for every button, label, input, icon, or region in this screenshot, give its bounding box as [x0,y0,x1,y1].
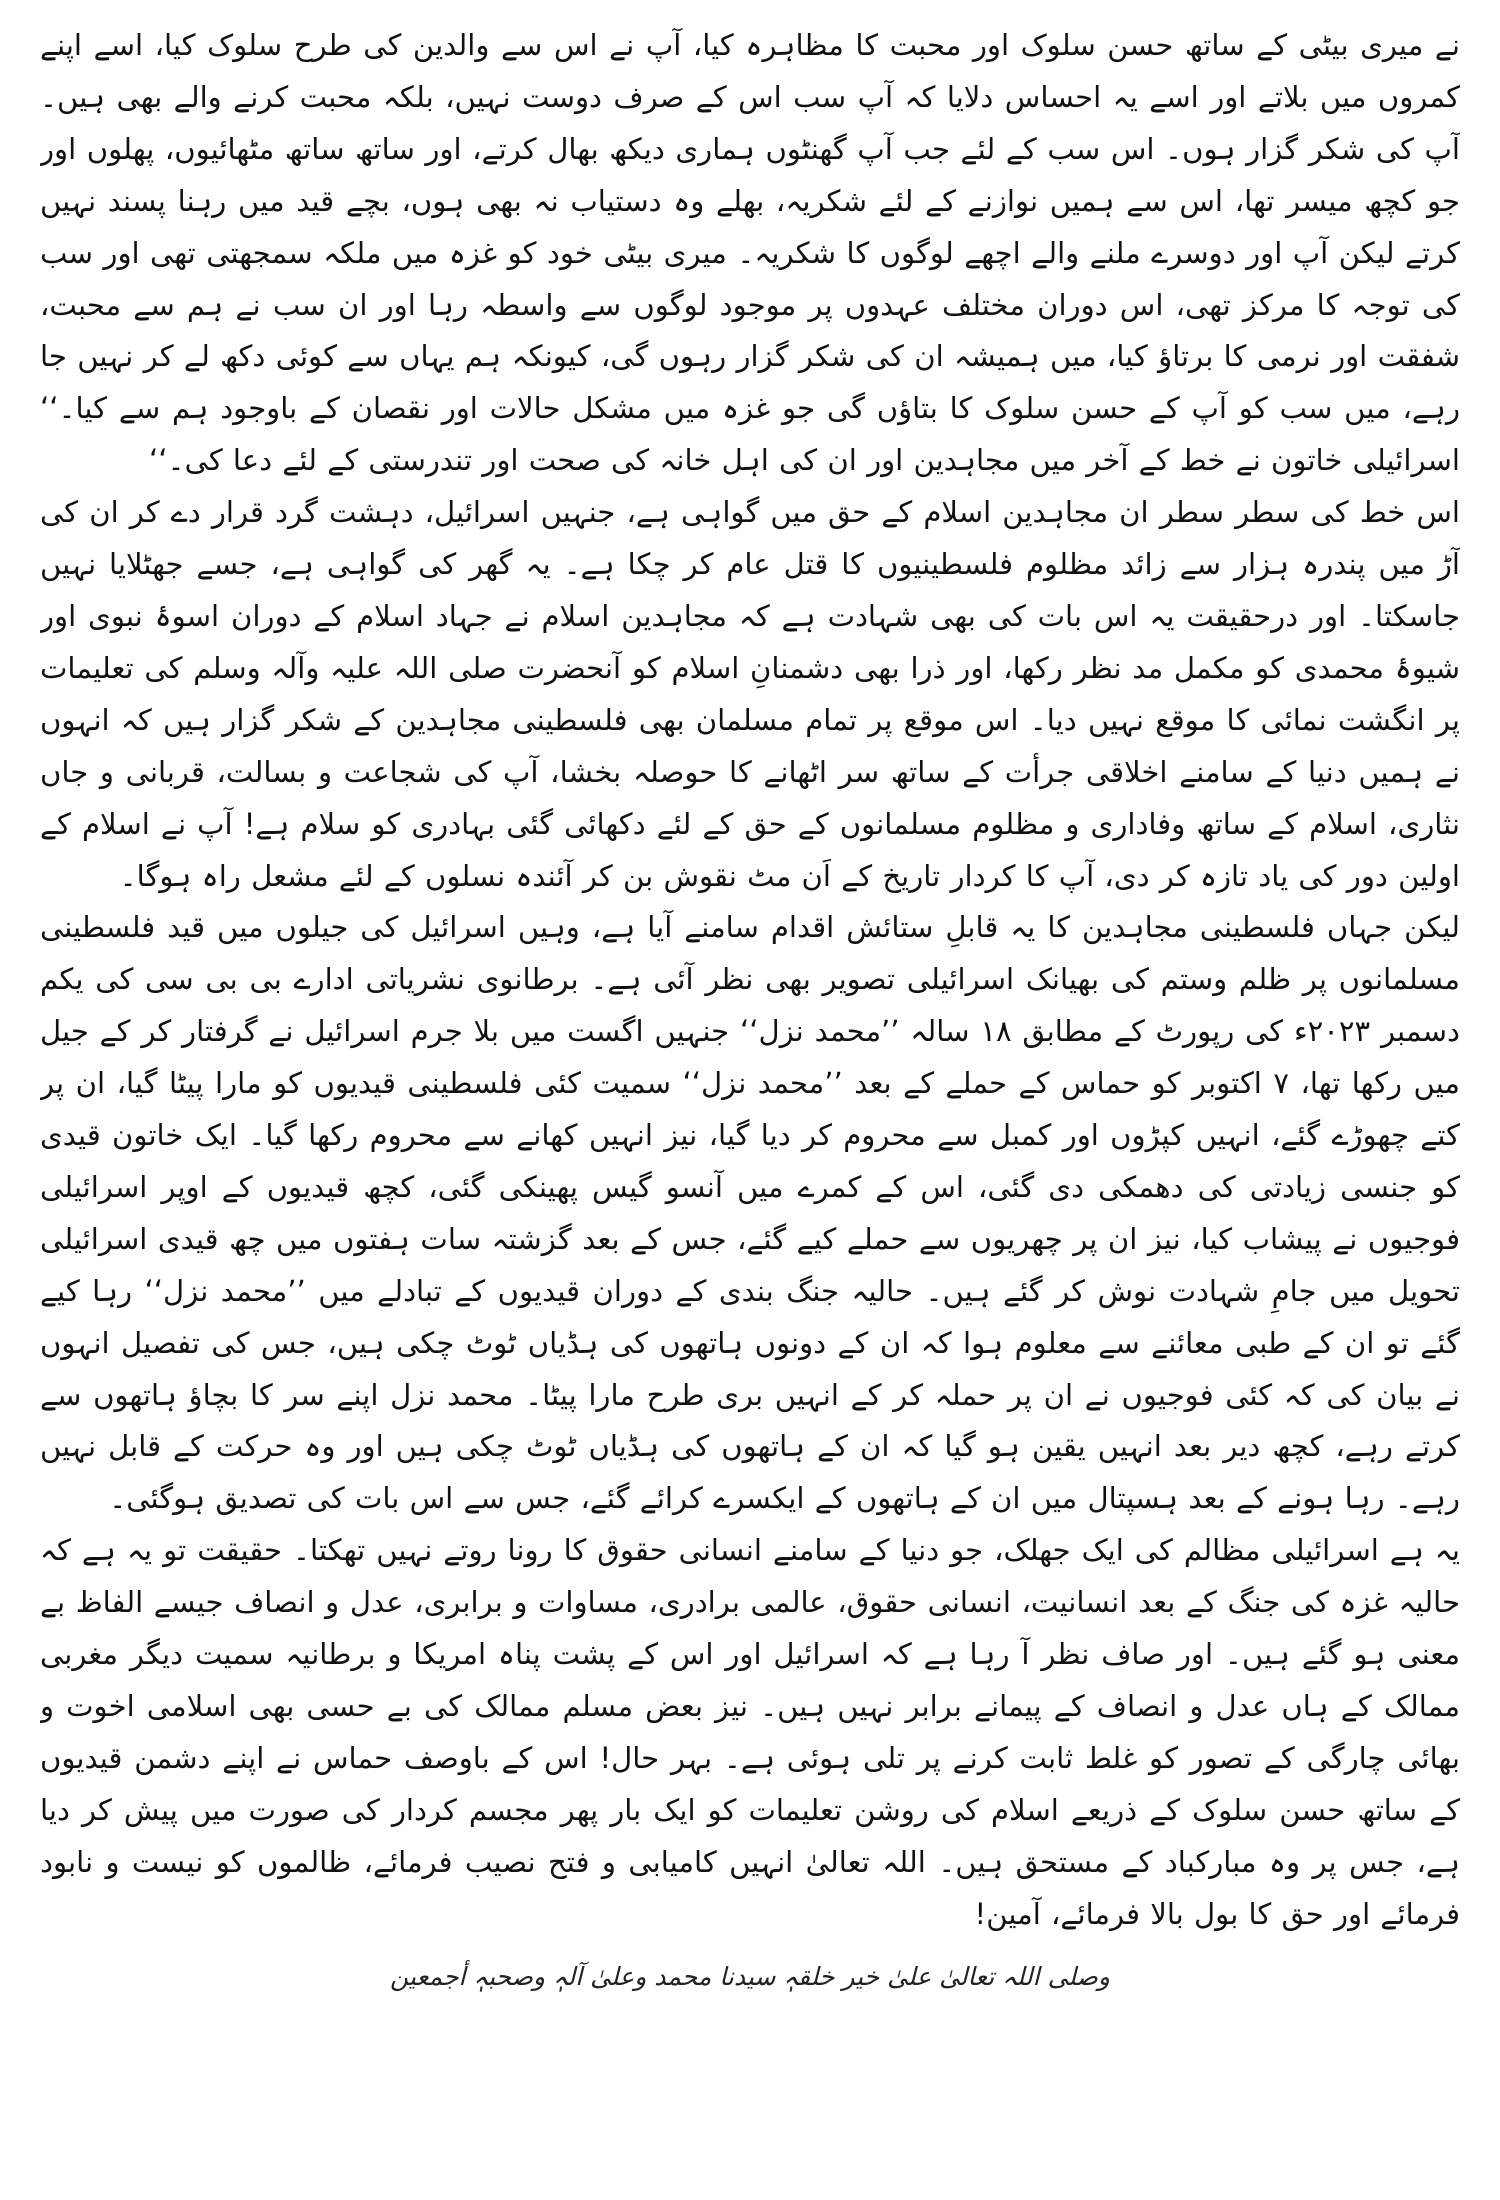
paragraph-letter-conclusion: نے میری بیٹی کے ساتھ حسن سلوک اور محبت کا مظاہرہ کیا، آپ نے اس سے والدین کی طرح سلوک کیا، اسے اپنے کمروں میں بلاتے اور اسے یہ احساس دلایا کہ آپ سب اس کے صرف دوست نہیں، بلکہ محبت کرنے والے بھی ہیں۔ آپ کی شکر گزار ہوں۔ اس سب کے لئے جب آپ گھنٹوں ہماری دیکھ بھال کرتے، اور ساتھ ساتھ مٹھائیوں، پھلوں اور جو کچھ میسر تھا، اس سے ہمیں نوازنے کے لئے شکریہ، بھلے وہ دستیاب نہ بھی ہوں، بچے قید میں رہنا پسند نہیں کرتے لیکن آپ اور دوسرے ملنے والے اچھے لوگوں کا شکریہ۔ میری بیٹی خود کو غزہ میں ملکہ سمجھتی تھی اور سب کی توجہ کا مرکز تھی، اس دوران مختلف عہدوں پر موجود لوگوں سے واسطہ رہا اور ان سب نے ہم سے محبت، شفقت اور نرمی کا برتاؤ کیا، میں ہمیشہ ان کی شکر گزار رہوں گی، کیونکہ ہم یہاں سے کوئی دکھ لے کر نہیں جا رہے، میں سب کو آپ کے حسن سلوک کا بتاؤں گی جو غزہ میں مشکل حالات اور نقصان کے باوجود ہم سے کیا۔‘‘ اسرائیلی خاتون نے خط کے آخر میں مجاہدین اور ان کی اہل خانہ کی صحت اور تندرستی کے لئے دعا کی۔‘‘ [40,28,1460,478]
paragraph-final-remarks: یہ ہے اسرائیلی مظالم کی ایک جھلک، جو دنیا کے سامنے انسانی حقوق کا رونا روتے نہیں تھکتا۔ حقیقت تو یہ ہے کہ حالیہ غزہ کی جنگ کے بعد انسانیت، انسانی حقوق، عالمی برادری، مساوات و برابری، عدل و انصاف جیسے الفاظ بے معنی ہو گئے ہیں۔ اور صاف نظر آ رہا ہے کہ اسرائیل اور اس کے پشت پناہ امریکا و برطانیہ سمیت دیگر مغربی ممالک کے ہاں عدل و انصاف کے پیمانے برابر نہیں ہیں۔ نیز بعض مسلم ممالک کی بے حسی بھی اسلامی اخوت و بھائی چارگی کے تصور کو غلط ثابت کرنے پر تلی ہوئی ہے۔ بہر حال! اس کے باوصف حماس نے اپنے دشمن قیدیوں کے ساتھ حسن سلوک کے ذریعے اسلام کی روشن تعلیمات کو ایک بار پھر مجسم کردار کی صورت میں پیش کر دیا ہے، جس پر وہ مبارکباد کے مستحق ہیں۔ اللہ تعالیٰ انہیں کامیابی و فتح نصیب فرمائے، ظالموں کو نیست و نابود فرمائے اور حق کا بول بالا فرمائے، آمین! [40,1533,1460,1931]
paragraph-prisoner-abuse: لیکن جہاں فلسطینی مجاہدین کا یہ قابلِ ستائش اقدام سامنے آیا ہے، وہیں اسرائیل کی جیلوں میں قید فلسطینی مسلمانوں پر ظلم وستم کی بھیانک اسرائیلی تصویر بھی نظر آئی ہے۔ برطانوی نشریاتی ادارے بی بی سی کی یکم دسمبر ۲۰۲۳ء کی رپورٹ کے مطابق ۱۸ سالہ ’’محمد نزل‘‘ جنہیں اگست میں بلا جرم اسرائیل نے گرفتار کر کے جیل میں رکھا تھا، ۷ اکتوبر کو حماس کے حملے کے بعد ’’محمد نزل‘‘ سمیت کئی فلسطینی قیدیوں کو مارا پیٹا گیا، ان پر کتے چھوڑے گئے، انہیں کپڑوں اور کمبل سے محروم کر دیا گیا، نیز انہیں کھانے سے محروم رکھا گیا۔ ایک خاتون قیدی کو جنسی زیادتی کی دھمکی دی گئی، اس کے کمرے میں آنسو گیس پھینکی گئی، کچھ قیدیوں کے اوپر اسرائیلی فوجیوں نے پیشاب کیا، نیز ان پر چھریوں سے حملے کیے گئے، جس کے بعد گزشتہ سات ہفتوں میں چھ قیدی اسرائیلی تحویل میں جامِ شہادت نوش کر گئے ہیں۔ حالیہ جنگ بندی کے دوران قیدیوں کے تبادلے میں ’’محمد نزل‘‘ رہا کیے گئے تو ان کے طبی معائنے سے معلوم ہوا کہ ان کے دونوں ہاتھوں کی ہڈیاں ٹوٹ چکی ہیں، جس کی تفصیل انہوں نے بیان کی کہ کئی فوجیوں نے ان پر حملہ کر کے انہیں بری طرح مارا پیٹا۔ محمد نزل اپنے سر کا بچاؤ ہاتھوں سے کرتے رہے، کچھ دیر بعد انہیں یقین ہو گیا کہ ان کے ہاتھوں کی ہڈیاں ٹوٹ چکی ہیں اور وہ حرکت کے قابل نہیں رہے۔ رہا ہونے کے بعد ہسپتال میں ان کے ہاتھوں کے ایکسرے کرائے گئے، جس سے اس بات کی تصدیق ہوگئی۔ [40,910,1460,1516]
closing-salutation: وصلی اللہ تعالیٰ علیٰ خیر خلقہٖ سیدنا محمد وعلیٰ آلہٖ وصحبہٖ أجمعین [390,1961,1110,1991]
article-page [40,20,1460,2180]
paragraph-testimony: اس خط کی سطر سطر ان مجاہدین اسلام کے حق میں گواہی ہے، جنہیں اسرائیل، دہشت گرد قرار دے کر ان کی آڑ میں پندرہ ہزار سے زائد مظلوم فلسطینیوں کا قتل عام کر چکا ہے۔ یہ گھر کی گواہی ہے، جسے جھٹلایا نہیں جاسکتا۔ اور درحقیقت یہ اس بات کی بھی شہادت ہے کہ مجاہدین اسلام نے جہاد اسلام کے دوران اسوۂ نبوی اور شیوۂ محمدی کو مکمل مد نظر رکھا، اور ذرا بھی دشمنانِ اسلام کو آنحضرت صلی اللہ علیہ وآلہ وسلم کی تعلیمات پر انگشت نمائی کا موقع نہیں دیا۔ اس موقع پر تمام مسلمان بھی فلسطینی مجاہدین کے شکر گزار ہیں کہ انہوں نے ہمیں دنیا کے سامنے اخلاقی جرأت کے ساتھ سر اٹھانے کا حوصلہ بخشا، آپ کی شجاعت و بسالت، قربانی و جاں نثاری، اسلام کے ساتھ وفاداری و مظلوم مسلمانوں کے حق کے لئے دکھائی گئی بہادری کو سلام ہے! آپ نے اسلام کے اولین دور کی یاد تازہ کر دی، آپ کا کردار تاریخ کے اَن مٹ نقوش بن کر آئندہ نسلوں کے لئے مشعل راہ ہوگا۔ [40,495,1460,893]
